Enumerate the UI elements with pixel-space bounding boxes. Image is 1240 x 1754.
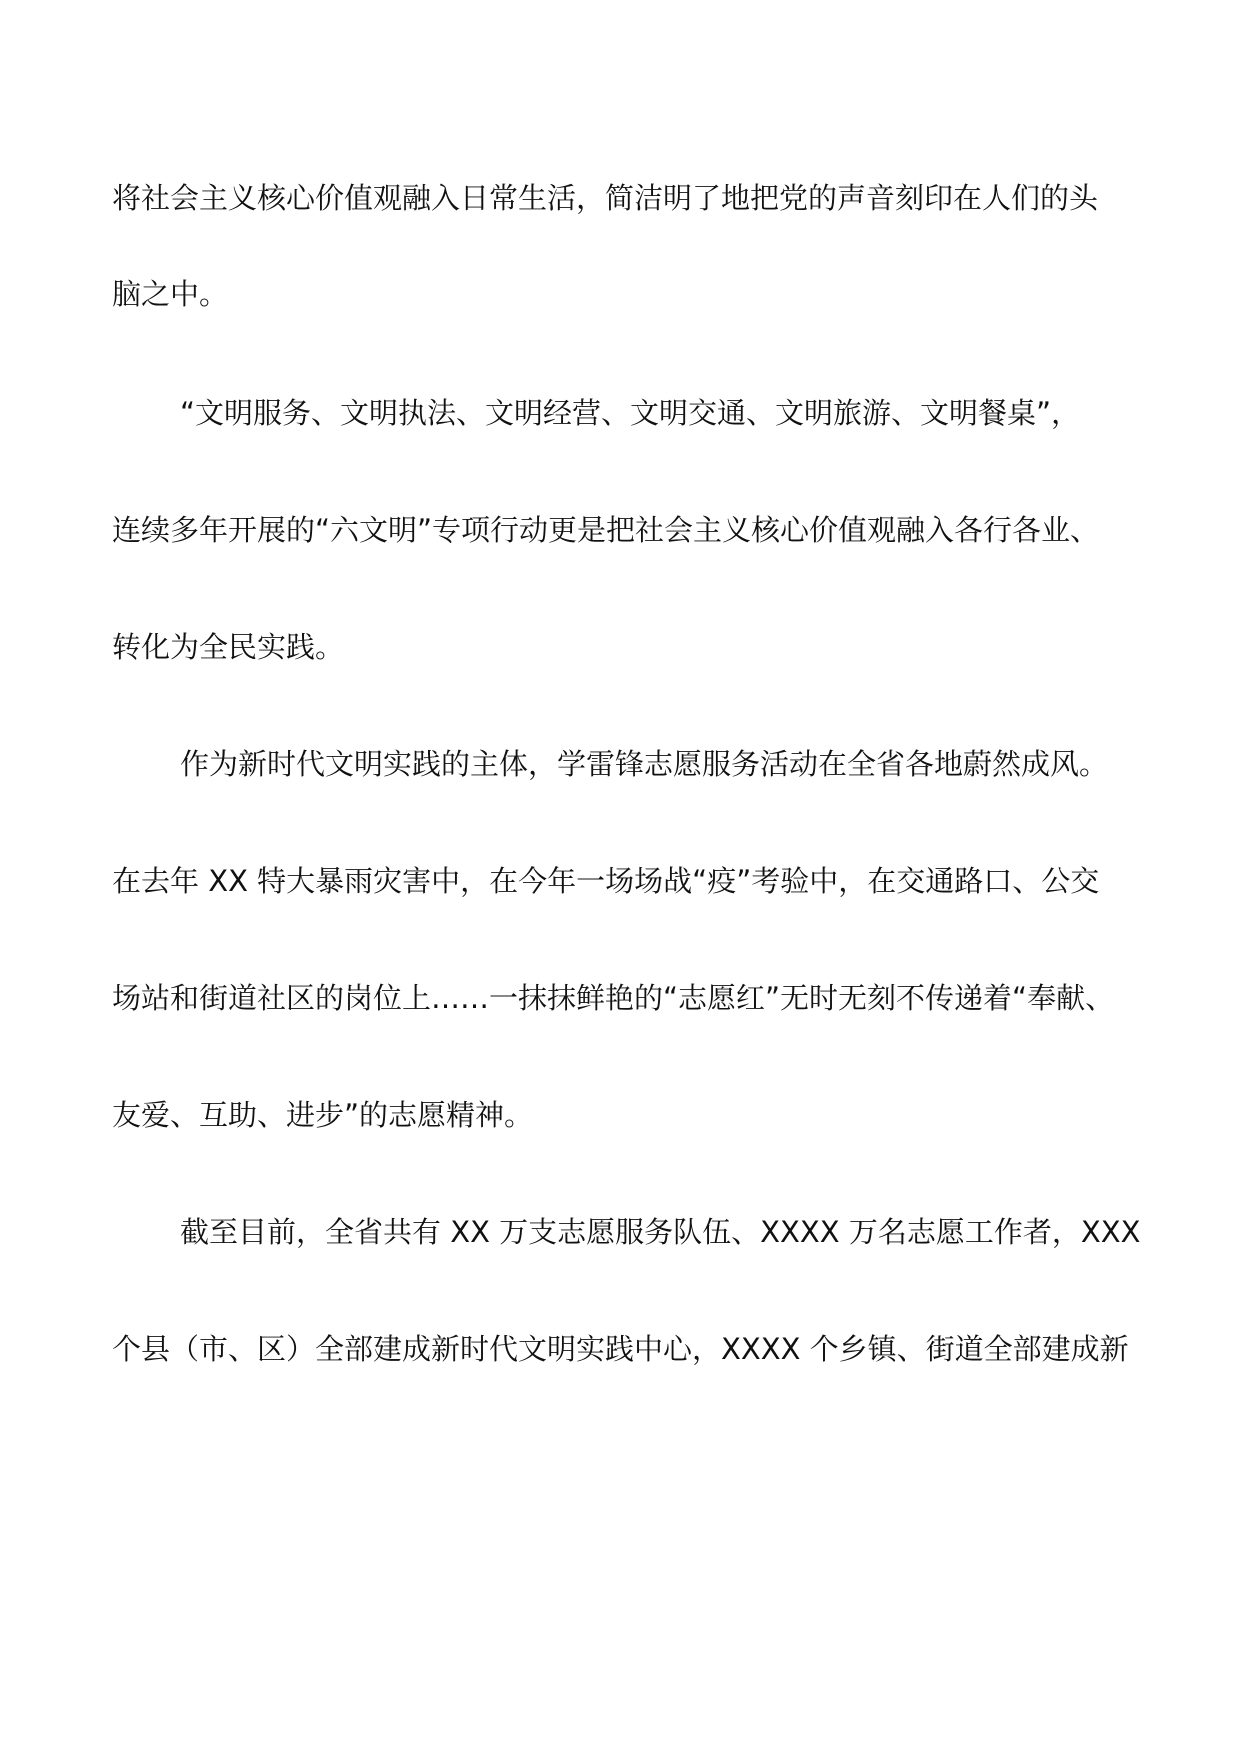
paragraph-line-2: 脑之中。 (112, 277, 229, 311)
paragraph-line-1: 将社会主义核心价值观融入日常生活，简洁明了地把党的声音刻印在人们的头 (112, 181, 1099, 215)
paragraph-line-7: 在去年 XX 特大暴雨灾害中，在今年一场场战“疫”考验中，在交通路口、公交 (112, 864, 1100, 898)
paragraph-line-4: 连续多年开展的“六文明”专项行动更是把社会主义核心价值观融入各行各业、 (112, 513, 1100, 547)
paragraph-line-9: 友爱、互助、进步”的志愿精神。 (112, 1098, 534, 1132)
paragraph-line-10: 截至目前，全省共有 XX 万支志愿服务队伍、XXXX 万名志愿工作者，XXX (180, 1215, 1141, 1249)
paragraph-line-11: 个县（市、区）全部建成新时代文明实践中心，XXXX 个乡镇、街道全部建成新 (112, 1332, 1129, 1366)
paragraph-line-8: 场站和街道社区的岗位上……一抹抹鲜艳的“志愿红”无时无刻不传递着“奉献、 (112, 981, 1115, 1015)
paragraph-line-5: 转化为全民实践。 (112, 630, 345, 664)
paragraph-line-6: 作为新时代文明实践的主体，学雷锋志愿服务活动在全省各地蔚然成风。 (180, 747, 1109, 781)
paragraph-line-3: “文明服务、文明执法、文明经营、文明交通、文明旅游、文明餐桌”， (180, 396, 1081, 430)
